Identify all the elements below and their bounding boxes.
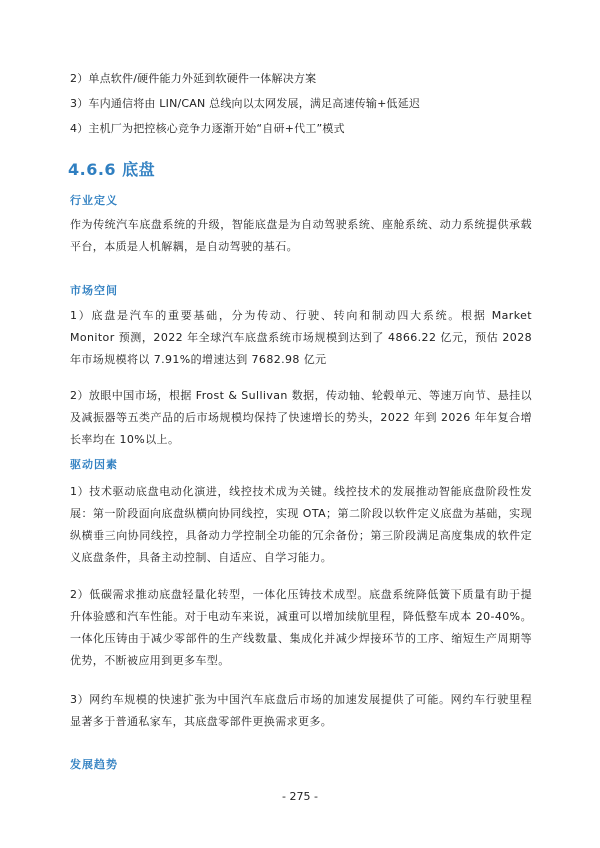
subheading-drivers: 驱动因素 (70, 458, 118, 471)
paragraph-drivers-3: 3）网约车规模的快速扩张为中国汽车底盘后市场的加速发展提供了可能。网约车行驶里程显著多于普通私家车，其底盘零部件更换需求更多。 (70, 693, 532, 728)
subheading-market: 市场空间 (70, 284, 118, 297)
page-number: - 275 - (282, 790, 318, 803)
list-item: 4）主机厂为把控核心竞争力逐渐开始“自研+代工”模式 (70, 122, 345, 135)
list-item: 2）单点软件/硬件能力外延到软硬件一体解决方案 (70, 72, 317, 85)
subheading-trends: 发展趋势 (70, 758, 118, 771)
list-item: 3）车内通信将由 LIN/CAN 总线向以太网发展，满足高速传输+低延迟 (70, 97, 421, 110)
subheading-definition: 行业定义 (70, 194, 118, 207)
paragraph-market-2: 2）放眼中国市场，根据 Frost & Sullivan 数据，传动轴、轮毂单元、等速万向节、悬挂以及减振器等五类产品的后市场规模均保持了快速增长的势头，2022 年到 2026 年年复合增长率均在 10%以上。 (70, 389, 532, 446)
paragraph-market-1: 1）底盘是汽车的重要基础，分为传动、行驶、转向和制动四大系统。根据 Market Monitor 预测，2022 年全球汽车底盘系统市场规模到达到了 4866.22 亿元，预估 2028 年市场规模将以 7.91%的增速达到 7682.98 亿元 (70, 309, 532, 366)
paragraph-drivers-1: 1）技术驱动底盘电动化演进，线控技术成为关键。线控技术的发展推动智能底盘阶段性发展：第一阶段面向底盘纵横向协同线控，实现 OTA；第二阶段以软件定义底盘为基础，实现纵横垂三向协同线控，具备动力学控制全功能的冗余备份；第三阶段满足高度集成的软件定义底盘条件，具备主动控制、自适应、自学习能力。 (70, 485, 532, 564)
section-title: 4.6.6 底盘 (68, 160, 156, 179)
paragraph-drivers-2: 2）低碳需求推动底盘轻量化转型，一体化压铸技术成型。底盘系统降低簧下质量有助于提升体验感和汽车性能。对于电动车来说，减重可以增加续航里程，降低整车成本 20-40%。一体化压铸由于减少零部件的生产线数量、集成化并减少焊接环节的工序、缩短生产周期等优势，不断被应用到更多车型。 (70, 588, 532, 667)
paragraph-definition: 作为传统汽车底盘系统的升级，智能底盘是为自动驾驶系统、座舱系统、动力系统提供承载平台，本质是人机解耦，是自动驾驶的基石。 (70, 218, 532, 253)
